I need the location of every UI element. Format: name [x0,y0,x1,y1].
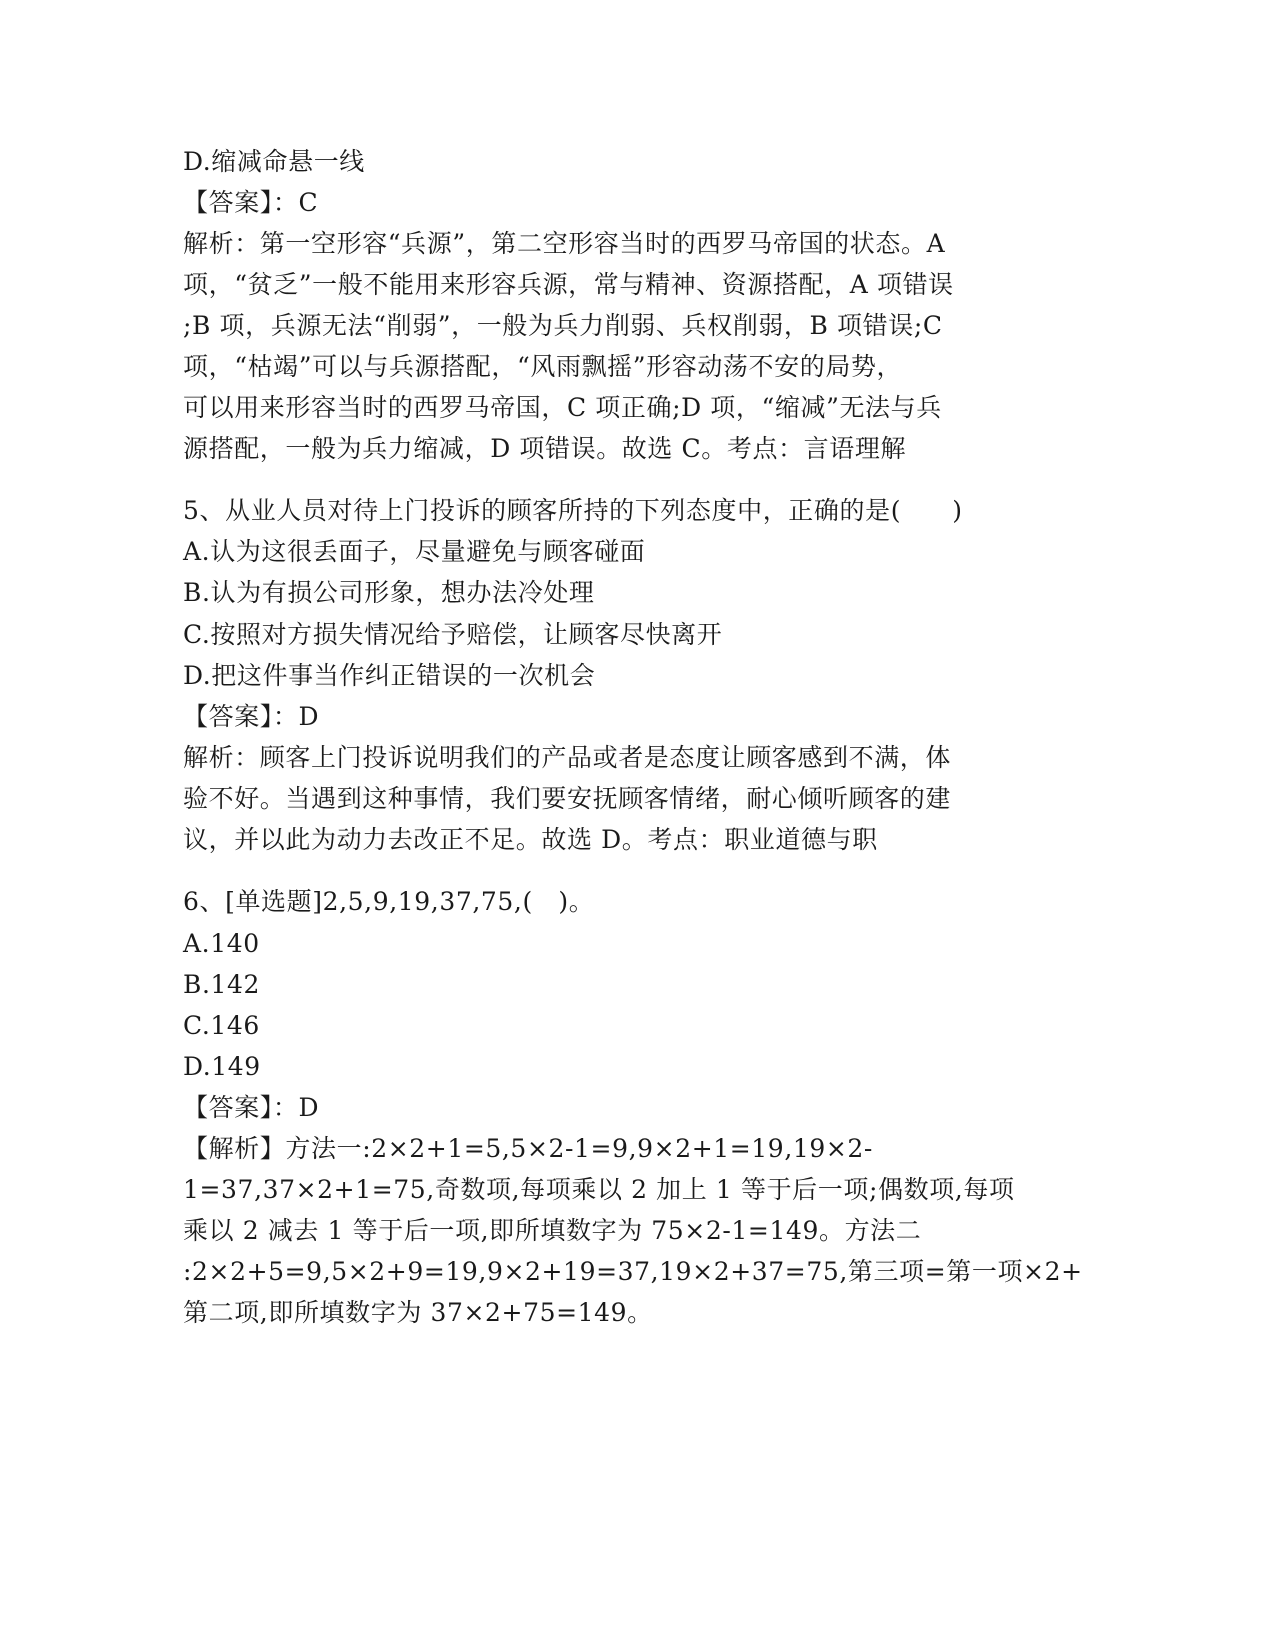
option-c: C.146 [183,1011,260,1040]
option-c: C.按照对方损失情况给予赔偿，让顾客尽快离开 [183,620,723,649]
option-a: A.140 [183,929,260,958]
option-d: D.149 [183,1052,261,1081]
question-title: 6、[单选题]2,5,9,19,37,75,( )。 [183,887,595,916]
analysis-line: 议，并以此为动力去改正不足。故选 D。考点：职业道德与职 [183,825,878,854]
analysis-line: 乘以 2 减去 1 等于后一项,即所填数字为 75×2-1=149。方法二 [183,1216,922,1245]
analysis-line: 第二项,即所填数字为 37×2+75=149。 [183,1298,653,1327]
answer-line: 【答案】：D [183,702,320,731]
option-b: B.142 [183,970,261,999]
answer-line: 【答案】：D [183,1093,320,1122]
analysis-line: 项，“贫乏”一般不能用来形容兵源，常与精神、资源搭配，A 项错误 [183,270,954,299]
analysis-line: 解析：第一空形容“兵源”，第二空形容当时的西罗马帝国的状态。A [183,229,946,258]
analysis-line: 源搭配，一般为兵力缩减，D 项错误。故选 C。考点：言语理解 [183,434,907,463]
analysis-line: 【解析】方法一:2×2+1=5,5×2-1=9,9×2+1=19,19×2- [183,1134,873,1163]
answer-line: 【答案】：C [183,188,319,217]
option-d: D.把这件事当作纠正错误的一次机会 [183,661,596,690]
analysis-line: ;B 项，兵源无法“削弱”，一般为兵力削弱、兵权削弱，B 项错误;C [183,311,943,340]
analysis-line: :2×2+5=9,5×2+9=19,9×2+19=37,19×2+37=75,第三项=第一项×2+ [183,1257,1083,1286]
analysis-line: 验不好。当遇到这种事情，我们要安抚顾客情绪，耐心倾听顾客的建 [183,784,952,813]
option-b: B.认为有损公司形象，想办法冷处理 [183,578,595,607]
analysis-line: 项，“枯竭”可以与兵源搭配，“风雨飘摇”形容动荡不安的局势， [183,352,903,381]
analysis-line: 可以用来形容当时的西罗马帝国，C 项正确;D 项，“缩减”无法与兵 [183,393,942,422]
analysis-line: 1=37,37×2+1=75,奇数项,每项乘以 2 加上 1 等于后一项;偶数项,每项 [183,1175,1015,1204]
option-a: A.认为这很丢面子，尽量避免与顾客碰面 [183,537,646,566]
analysis-line: 解析：顾客上门投诉说明我们的产品或者是态度让顾客感到不满，体 [183,743,952,772]
option-d: D.缩减命悬一线 [183,147,365,176]
question-title: 5、从业人员对待上门投诉的顾客所持的下列态度中，正确的是( ) [183,496,963,525]
